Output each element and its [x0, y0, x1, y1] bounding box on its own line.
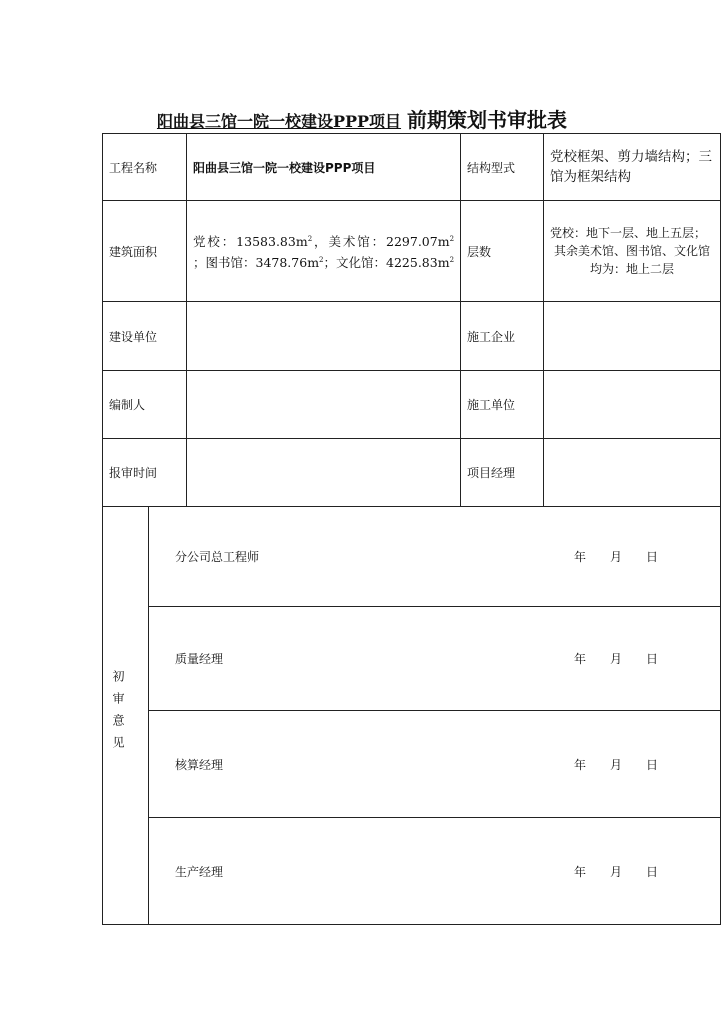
- sup: 2: [319, 256, 324, 264]
- month: 月: [610, 652, 623, 666]
- value-construction-unit[interactable]: [544, 371, 721, 439]
- value-area: [187, 201, 461, 302]
- value-time[interactable]: [187, 439, 461, 507]
- area-culture: ；文化馆：4225.83m: [323, 255, 450, 271]
- row-area: [103, 201, 721, 302]
- area-art: ，美术馆：2297.07m: [312, 234, 450, 249]
- title-project: 阳曲县三馆一院一校建设PPP项目: [156, 112, 402, 131]
- value-pm[interactable]: [544, 439, 721, 507]
- review-row: [103, 818, 721, 925]
- review-row: [103, 711, 721, 818]
- label-floors: 层数: [461, 201, 544, 302]
- day: 日: [646, 757, 659, 772]
- value-author[interactable]: [187, 371, 461, 439]
- row-builder: [103, 302, 721, 371]
- value-structure: 党校框架、剪力墙结构；三馆为框架结构: [544, 134, 721, 201]
- title-form: 前期策划书审批表: [407, 108, 568, 132]
- label-area: 建筑面积: [103, 201, 187, 302]
- label-time: 报审时间: [103, 439, 187, 507]
- page-title: [0, 104, 724, 133]
- sup: 2: [307, 234, 313, 243]
- label-pm: 项目经理: [461, 439, 544, 507]
- signer-label: 质量经理: [175, 652, 224, 666]
- day: 日: [646, 550, 659, 564]
- floors-line2: 其余美术馆、图书馆、文化馆均为：地上二层: [554, 244, 711, 276]
- area-library: ；图书馆：3478.76m: [193, 255, 320, 271]
- label-author: 编制人: [103, 371, 187, 439]
- sup: 2: [449, 256, 455, 264]
- label-project-name: 工程名称: [103, 134, 187, 201]
- label-builder: 建设单位: [103, 302, 187, 371]
- signer-cell[interactable]: [149, 818, 721, 925]
- value-project-name: 阳曲县三馆一院一校建设PPP项目: [187, 134, 461, 201]
- review-label-cell: [103, 507, 149, 925]
- day: 日: [646, 864, 659, 879]
- value-contractor[interactable]: [544, 302, 721, 371]
- signer-cell[interactable]: [149, 507, 721, 607]
- row-time: [103, 439, 721, 507]
- signer-cell[interactable]: [149, 711, 721, 818]
- label-construction-unit: 施工单位: [461, 371, 544, 439]
- month: 月: [610, 550, 623, 564]
- day: 日: [646, 652, 659, 666]
- review-label: 初审意见: [111, 670, 125, 758]
- signer-label: 分公司总工程师: [175, 550, 260, 564]
- row-author: [103, 371, 721, 439]
- year: 年: [573, 757, 586, 772]
- year: 年: [573, 864, 586, 879]
- signer-label: 核算经理: [175, 757, 224, 772]
- review-row: [103, 507, 721, 607]
- approval-table: [102, 133, 721, 925]
- row-project-name: [103, 134, 721, 201]
- label-contractor: 施工企业: [461, 302, 544, 371]
- year: 年: [573, 652, 586, 666]
- signer-cell[interactable]: [149, 607, 721, 711]
- review-row: [103, 607, 721, 711]
- area-party-school: 党校：13583.83m: [193, 234, 308, 249]
- month: 月: [610, 757, 623, 772]
- year: 年: [573, 550, 586, 564]
- sup: 2: [449, 234, 455, 243]
- signer-label: 生产经理: [175, 864, 224, 879]
- month: 月: [610, 864, 623, 879]
- value-builder[interactable]: [187, 302, 461, 371]
- value-floors: [544, 201, 721, 302]
- label-structure: 结构型式: [461, 134, 544, 201]
- floors-line1: 党校：地下一层、地上五层；: [550, 226, 707, 240]
